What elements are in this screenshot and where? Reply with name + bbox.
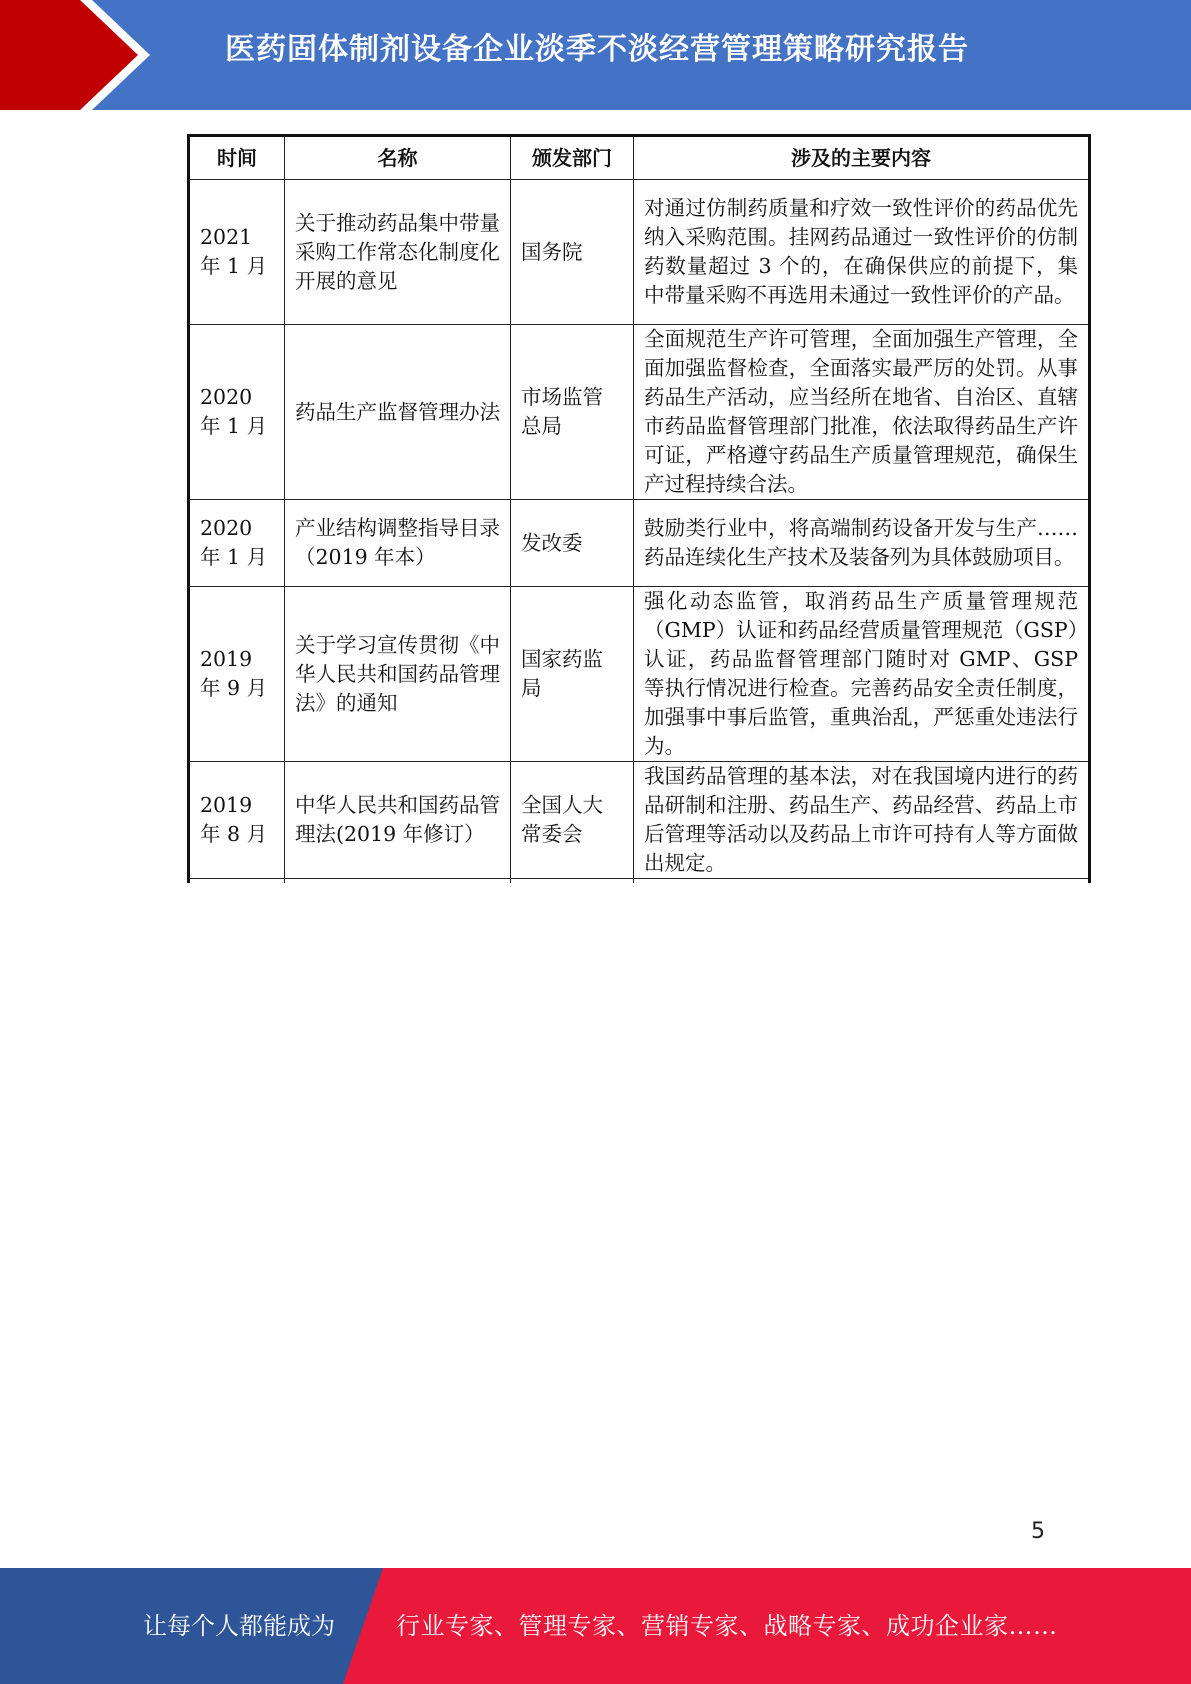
cell-content: 对通过仿制药质量和疗效一致性评价的药品优先纳入采购范围。挂网药品通过一致性评价的仿制药数量超过 3 个的，在确保供应的前提下，集中带量采购不再选用未通过一致性评价的产品。 — [634, 180, 1090, 325]
continuation-cell — [511, 879, 634, 884]
column-header-name: 名称 — [285, 136, 511, 180]
cell-content: 鼓励类行业中，将高端制药设备开发与生产……药品连续化生产技术及装备列为具体鼓励项目。 — [634, 500, 1090, 587]
table-row — [189, 762, 1090, 879]
page-number: 5 — [1031, 1519, 1045, 1544]
chevron-arrow-icon — [0, 0, 160, 110]
table-header-row — [189, 136, 1090, 180]
cell-time: 2019 年 9 月 — [189, 587, 285, 762]
table-row — [189, 587, 1090, 762]
report-title: 医药固体制剂设备企业淡季不淡经营管理策略研究报告 — [225, 32, 969, 67]
cell-name: 药品生产监督管理办法 — [285, 325, 511, 500]
continuation-cell — [189, 879, 285, 884]
page-footer — [0, 1568, 1191, 1684]
cell-time: 2020 年 1 月 — [189, 500, 285, 587]
policy-table — [187, 134, 1091, 883]
table-continuation-row — [189, 879, 1090, 884]
column-header-time: 时间 — [189, 136, 285, 180]
continuation-cell — [285, 879, 511, 884]
column-header-content: 涉及的主要内容 — [634, 136, 1090, 180]
cell-time: 2019 年 8 月 — [189, 762, 285, 879]
cell-content: 全面规范生产许可管理，全面加强生产管理，全面加强监督检查，全面落实最严厉的处罚。从事药品生产活动，应当经所在地省、自治区、直辖市药品监督管理部门批准，依法取得药品生产许可证，严格遵守药品生产质量管理规范，确保生产过程持续合法。 — [634, 325, 1090, 500]
cell-name: 产业结构调整指导目录（2019 年本） — [285, 500, 511, 587]
cell-name: 关于推动药品集中带量采购工作常态化制度化开展的意见 — [285, 180, 511, 325]
footer-slogan-right: 行业专家、管理专家、营销专家、战略专家、成功企业家…… — [396, 1612, 1058, 1640]
cell-department: 市场监管总局 — [511, 325, 634, 500]
cell-name: 中华人民共和国药品管理法(2019 年修订） — [285, 762, 511, 879]
cell-department: 发改委 — [511, 500, 634, 587]
cell-content: 我国药品管理的基本法，对在我国境内进行的药品研制和注册、药品生产、药品经营、药品上市后管理等活动以及药品上市许可持有人等方面做出规定。 — [634, 762, 1090, 879]
table-row — [189, 180, 1090, 325]
table-row — [189, 325, 1090, 500]
continuation-cell — [634, 879, 1090, 884]
page-header — [0, 0, 1191, 110]
cell-time: 2020 年 1 月 — [189, 325, 285, 500]
footer-slogan-left: 让每个人都能成为 — [143, 1612, 335, 1640]
column-header-department: 颁发部门 — [511, 136, 634, 180]
cell-content: 强化动态监管，取消药品生产质量管理规范（GMP）认证和药品经营质量管理规范（GSP）认证，药品监督管理部门随时对 GMP、GSP 等执行情况进行检查。完善药品安全责任制度，加强事中事后监管，重典治乱，严惩重处违法行为。 — [634, 587, 1090, 762]
cell-name: 关于学习宣传贯彻《中华人民共和国药品管理法》的通知 — [285, 587, 511, 762]
cell-department: 国家药监局 — [511, 587, 634, 762]
cell-time: 2021 年 1 月 — [189, 180, 285, 325]
table-row — [189, 500, 1090, 587]
cell-department: 全国人大常委会 — [511, 762, 634, 879]
cell-department: 国务院 — [511, 180, 634, 325]
